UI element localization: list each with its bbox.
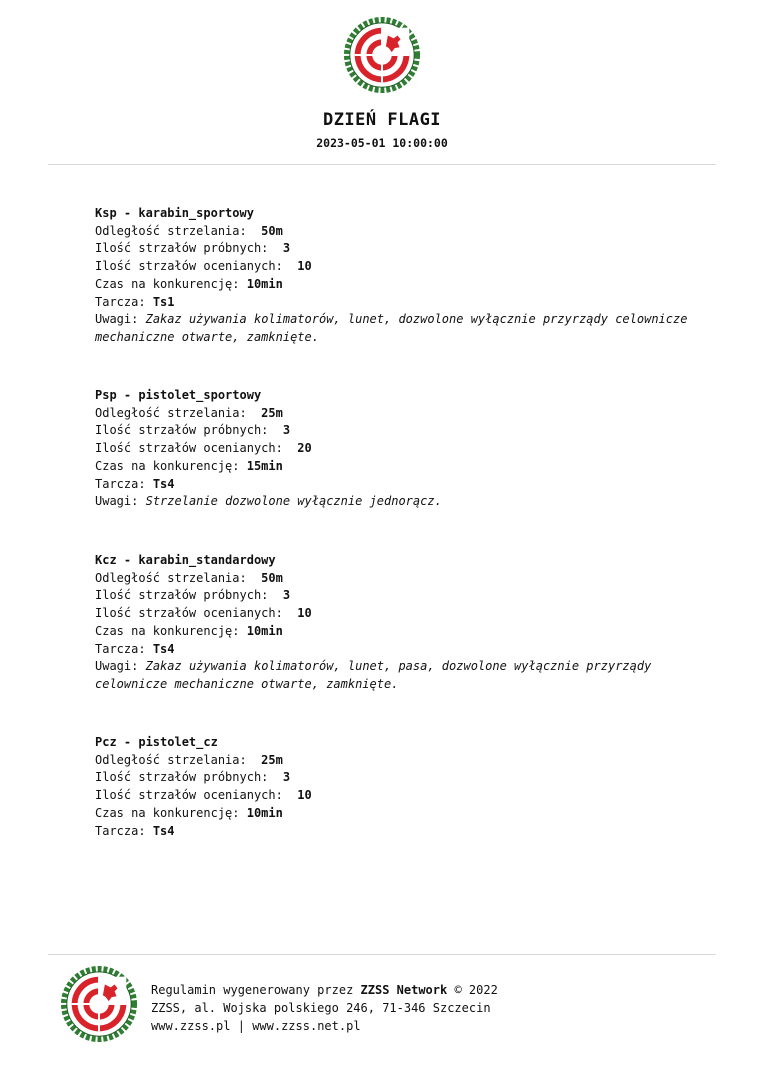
distance-value: 25m	[261, 752, 283, 767]
scored-shots-value: 10	[297, 606, 312, 621]
trial-shots-value: 3	[282, 241, 291, 256]
target-crest-icon	[355, 28, 410, 83]
notes-label: Uwagi:	[95, 494, 139, 509]
distance-label: Odległość strzelania:	[95, 570, 247, 585]
distance-label: Odległość strzelania:	[95, 752, 247, 767]
competition-name: Kcz - karabin_standardowy	[95, 553, 276, 567]
notes-label: Uwagi:	[95, 659, 139, 674]
trial-shots-label: Ilość strzałów próbnych:	[95, 588, 269, 603]
header-divider	[48, 164, 716, 165]
competition-name: Pcz - pistolet_cz	[95, 735, 218, 749]
copyright-text: © 2022	[454, 983, 498, 997]
target-label: Tarcza:	[95, 641, 146, 656]
notes-value: Zakaz używania kolimatorów, lunet, dozwolone wyłącznie przyrządy celownicze mechaniczne otwarte, zamknięte.	[95, 312, 688, 344]
distance-value: 50m	[261, 223, 283, 238]
link-separator: |	[237, 1019, 245, 1033]
time-label: Czas na konkurencję:	[95, 623, 240, 638]
scored-shots-label: Ilość strzałów ocenianych:	[95, 788, 283, 803]
time-label: Czas na konkurencję:	[95, 276, 240, 291]
website-link-zzss-net[interactable]: www.zzss.net.pl	[252, 1019, 361, 1033]
event-date: 2023-05-01 10:00:00	[316, 136, 448, 150]
footer-divider	[48, 954, 716, 955]
time-value: 10min	[246, 623, 283, 638]
scored-shots-label: Ilość strzałów ocenianych:	[95, 259, 283, 274]
target-label: Tarcza:	[95, 294, 146, 309]
trial-shots-value: 3	[282, 770, 291, 785]
competition-name: Psp - pistolet_sportowy	[95, 388, 262, 402]
target-label: Tarcza:	[95, 823, 146, 838]
address-text: ZZSS, al. Wojska polskiego 246, 71-346 Szczecin	[151, 1001, 491, 1015]
notes-label: Uwagi:	[95, 312, 139, 327]
target-value: Ts1	[152, 294, 175, 309]
website-link-zzss[interactable]: www.zzss.pl	[151, 1019, 231, 1033]
trial-shots-value: 3	[282, 588, 291, 603]
time-label: Czas na konkurencję:	[95, 458, 240, 473]
scored-shots-value: 20	[297, 441, 312, 456]
trial-shots-label: Ilość strzałów próbnych:	[95, 770, 269, 785]
competition-block	[95, 387, 725, 511]
competition-name: Ksp - karabin_sportowy	[95, 206, 254, 220]
club-logo	[343, 16, 421, 94]
notes-value: Zakaz używania kolimatorów, lunet, pasa, dozwolone wyłącznie przyrządy celownicze mechaniczne otwarte, zamknięte.	[95, 659, 652, 691]
trial-shots-value: 3	[282, 423, 291, 438]
scored-shots-value: 10	[297, 259, 312, 274]
target-crest-icon	[72, 977, 127, 1032]
competition-block	[95, 552, 725, 694]
notes-value: Strzelanie dozwolone wyłącznie jednorącz.	[145, 494, 442, 509]
scored-shots-label: Ilość strzałów ocenianych:	[95, 606, 283, 621]
trial-shots-label: Ilość strzałów próbnych:	[95, 241, 269, 256]
time-label: Czas na konkurencję:	[95, 805, 240, 820]
distance-value: 50m	[261, 570, 283, 585]
time-value: 15min	[246, 458, 283, 473]
target-label: Tarcza:	[95, 476, 146, 491]
brand-name: ZZSS Network	[360, 983, 448, 997]
distance-value: 25m	[261, 405, 283, 420]
target-value: Ts4	[152, 823, 175, 838]
time-value: 10min	[246, 805, 283, 820]
trial-shots-label: Ilość strzałów próbnych:	[95, 423, 269, 438]
generated-by-text: Regulamin wygenerowany przez	[151, 983, 354, 997]
page-title: DZIEŃ FLAGI	[322, 110, 442, 130]
distance-label: Odległość strzelania:	[95, 405, 247, 420]
footer-info	[151, 981, 498, 1035]
target-value: Ts4	[152, 476, 175, 491]
distance-label: Odległość strzelania:	[95, 223, 247, 238]
competition-block	[95, 734, 725, 840]
scored-shots-label: Ilość strzałów ocenianych:	[95, 441, 283, 456]
competition-block	[95, 205, 725, 347]
time-value: 10min	[246, 276, 283, 291]
scored-shots-value: 10	[297, 788, 312, 803]
footer-logo	[60, 965, 138, 1043]
target-value: Ts4	[152, 641, 175, 656]
